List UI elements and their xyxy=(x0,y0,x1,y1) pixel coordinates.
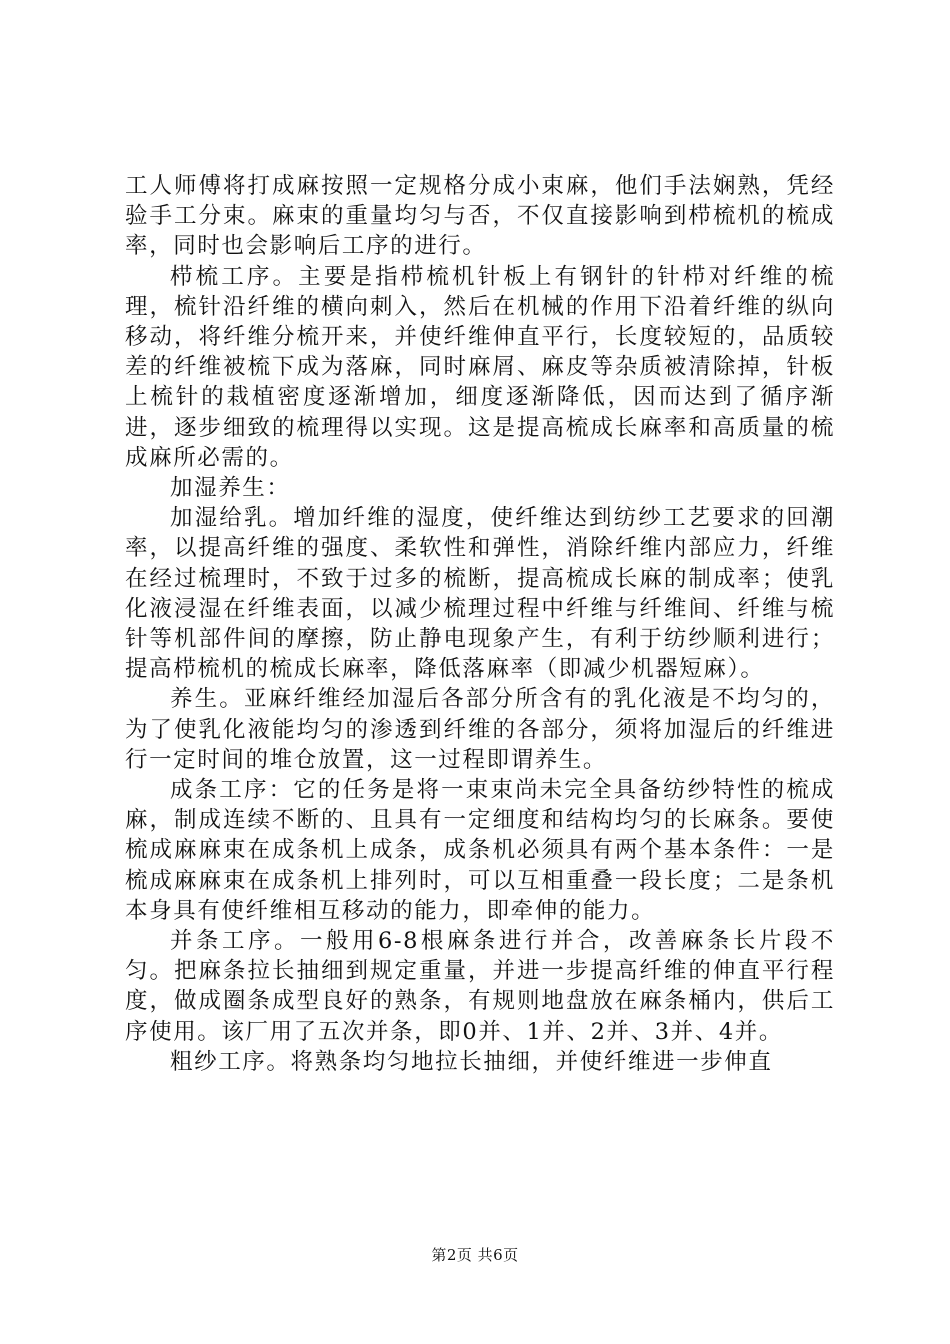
document-body xyxy=(125,171,835,1077)
paragraph-conditioning: 养生。亚麻纤维经加湿后各部分所含有的乳化液是不均匀的，为了使乳化液能均匀的渗透到纤维的各部分，须将加湿后的纤维进行一定时间的堆仓放置，这一过程即谓养生。 xyxy=(125,686,835,773)
paragraph-drawing: 并条工序。一般用6-8根麻条进行并合，改善麻条长片段不匀。把麻条拉长抽细到规定重量，并进一步提高纤维的伸直平行程度，做成圈条成型良好的熟条，有规则地盘放在麻条桶内，供后工序使用。该厂用了五次并条，即0并、1并、2并、3并、4并。 xyxy=(125,928,835,1045)
paragraph-continuation: 工人师傅将打成麻按照一定规格分成小束麻，他们手法娴熟，凭经验手工分束。麻束的重量均匀与否，不仅直接影响到栉梳机的梳成率，同时也会影响后工序的进行。 xyxy=(125,173,835,260)
paragraph-humidifying-emulsion: 加湿给乳。增加纤维的湿度，使纤维达到纺纱工艺要求的回潮率，以提高纤维的强度、柔软性和弹性，消除纤维内部应力，纤维在经过梳理时，不致于过多的梳断，提高梳成长麻的制成率；使乳化液浸湿在纤维表面，以减少梳理过程中纤维与纤维间、纤维与梳针等机部件间的摩擦，防止静电现象产生，有利于纺纱顺利进行；提高栉梳机的梳成长麻率，降低落麻率（即减少机器短麻）。 xyxy=(125,505,835,683)
section-heading-humidifying: 加湿养生： xyxy=(170,475,291,502)
page-number-footer: 第2页 共6页 xyxy=(431,1246,519,1264)
paragraph-combing: 栉梳工序。主要是指栉梳机针板上有钢针的针栉对纤维的梳理，梳针沿纤维的横向刺入，然后在机械的作用下沿着纤维的纵向移动，将纤维分梳开来，并使纤维伸直平行，长度较短的，品质较差的纤维被梳下成为落麻，同时麻屑、麻皮等杂质被清除掉，针板上梳针的栽植密度逐渐增加，细度逐渐降低，因而达到了循序渐进，逐步细致的梳理得以实现。这是提高梳成长麻率和高质量的梳成麻所必需的。 xyxy=(125,263,835,471)
paragraph-sliver-forming: 成条工序：它的任务是将一束束尚未完全具备纺纱特性的梳成麻，制成连续不断的、且具有一定细度和结构均匀的长麻条。要使梳成麻麻束在成条机上成条，成条机必须具有两个基本条件：一是梳成麻麻束在成条机上排列时，可以互相重叠一段长度；二是条机本身具有使纤维相互移动的能力，即牵伸的能力。 xyxy=(125,777,835,924)
paragraph-roving: 粗纱工序。将熟条均匀地拉长抽细，并使纤维进一步伸直 xyxy=(170,1048,773,1075)
